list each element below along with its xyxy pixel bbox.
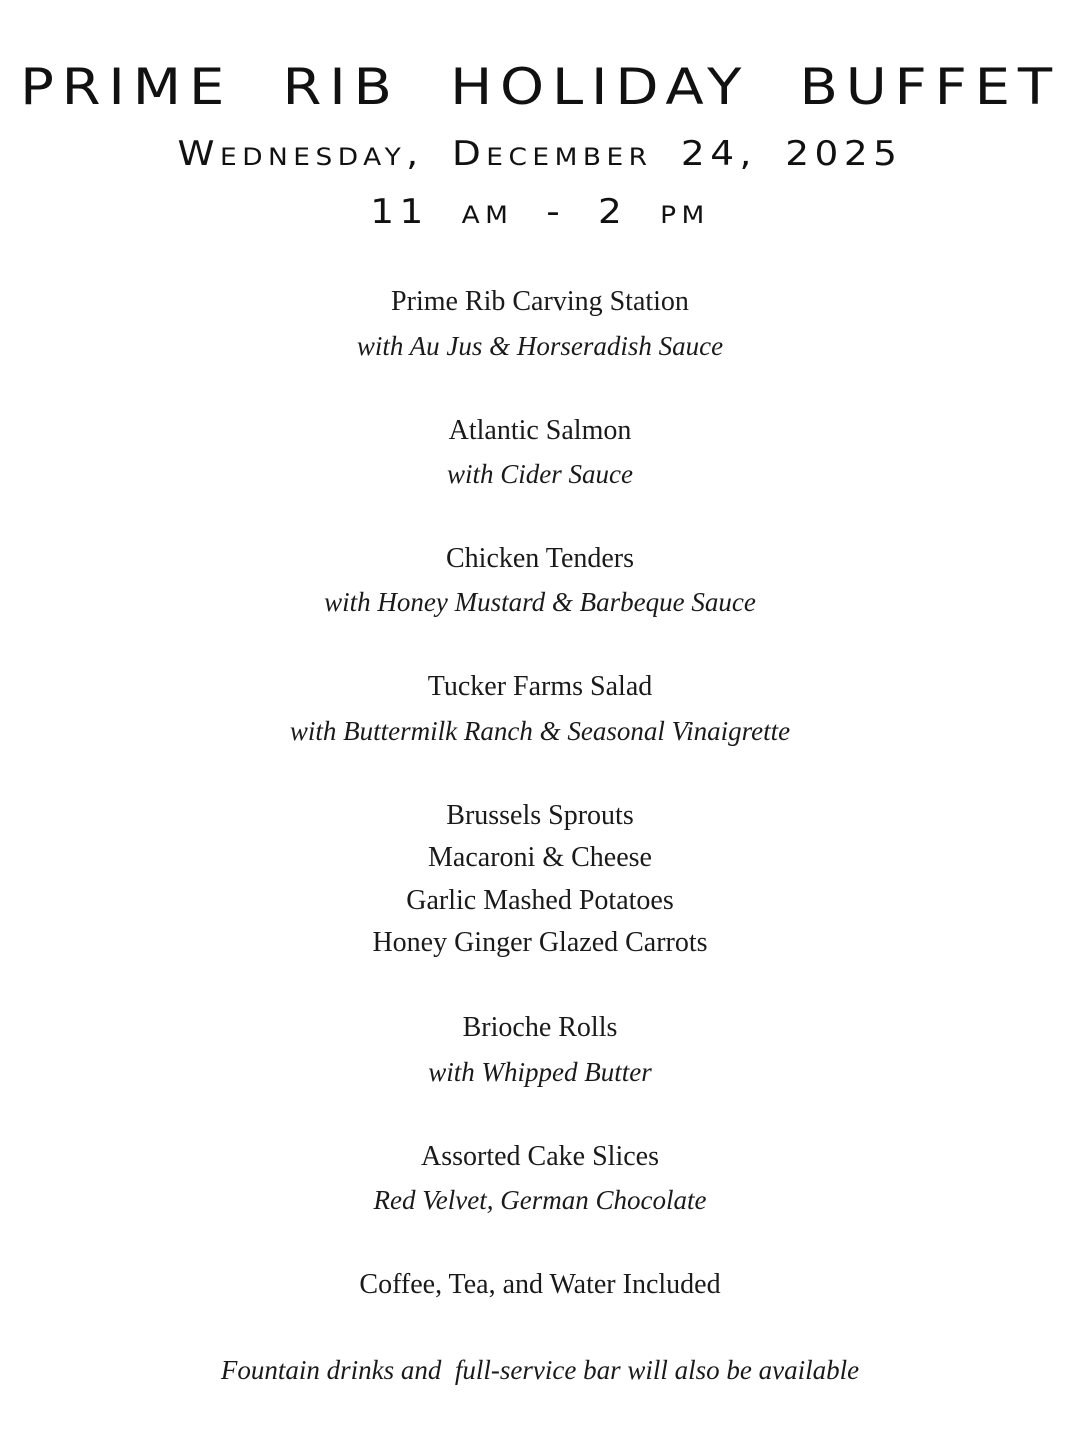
footer-note: Fountain drinks and full-service bar will also be available — [220, 1355, 860, 1385]
side-item: Brussels Sprouts — [446, 800, 634, 831]
event-time: 11 am - 2 pm — [370, 192, 710, 232]
menu-item-rolls-accompaniment: with Whipped Butter — [428, 1057, 652, 1087]
menu-item-salmon: Atlantic Salmon — [448, 415, 632, 446]
side-item: Macaroni & Cheese — [428, 842, 652, 873]
menu-item-rolls: Brioche Rolls — [462, 1012, 618, 1043]
menu-item-cake: Assorted Cake Slices — [421, 1141, 659, 1172]
menu-item-cake-flavors: Red Velvet, German Chocolate — [373, 1185, 707, 1215]
menu-item-chicken-accompaniment: with Honey Mustard & Barbeque Sauce — [324, 587, 756, 617]
side-item: Garlic Mashed Potatoes — [406, 885, 674, 916]
menu-item-chicken: Chicken Tenders — [445, 543, 635, 574]
menu-item-prime-rib: Prime Rib Carving Station — [391, 286, 689, 317]
beverages-line: Coffee, Tea, and Water Included — [359, 1269, 721, 1300]
menu-item-salad: Tucker Farms Salad — [427, 671, 653, 702]
menu-item-prime-rib-accompaniment: with Au Jus & Horseradish Sauce — [356, 331, 724, 361]
menu-item-salad-accompaniment: with Buttermilk Ranch & Seasonal Vinaigrette — [289, 716, 791, 746]
event-date: Wednesday, December 24, 2025 — [177, 134, 903, 174]
page-title: PRIME RIB HOLIDAY BUFFET — [20, 58, 1060, 116]
side-item: Honey Ginger Glazed Carrots — [372, 927, 708, 958]
menu-item-salmon-accompaniment: with Cider Sauce — [447, 459, 633, 489]
